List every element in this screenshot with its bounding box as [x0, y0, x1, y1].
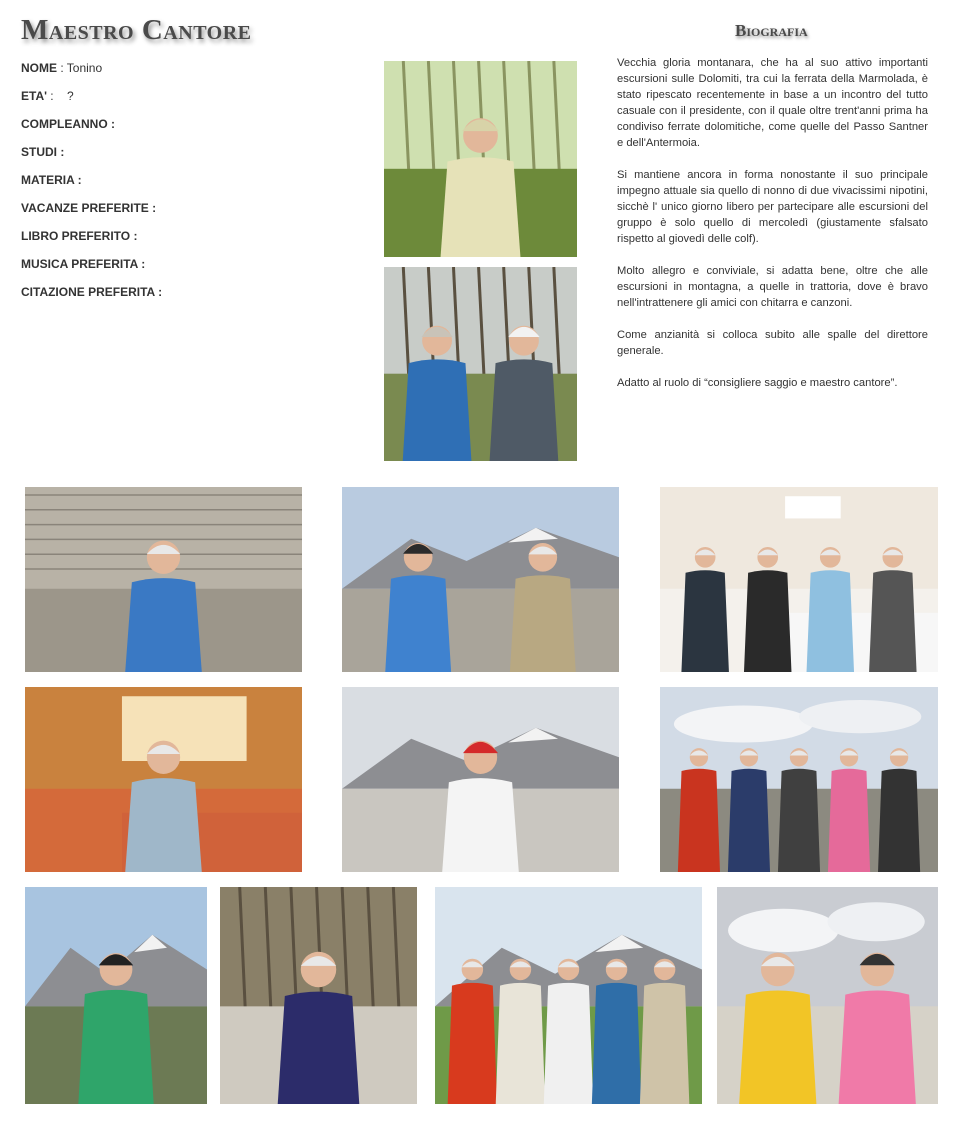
photo-group-railing [660, 687, 938, 872]
photo-meadow-group-image [435, 887, 702, 1104]
page-title: Maestro Cantore [21, 14, 252, 46]
profile-key: CITAZIONE PREFERITA [21, 285, 155, 299]
photo-restaurant-guitar [660, 487, 938, 672]
photo-portrait-woods [384, 61, 577, 257]
profile-row-compleanno: COMPLEANNO : [21, 117, 116, 131]
profile-row-vacanze: VACANZE PREFERITE : [21, 201, 157, 215]
photo-guitar-table [25, 687, 302, 872]
profile-key: MUSICA PREFERITA [21, 257, 138, 271]
photo-green-shirt-image [25, 887, 207, 1104]
photo-green-shirt [25, 887, 207, 1104]
profile-key: COMPLEANNO [21, 117, 108, 131]
photo-navy-sweater [220, 887, 417, 1104]
profile-key: ETA' [21, 89, 47, 103]
profile-row-materia: MATERIA : [21, 173, 82, 187]
profile-row-studi: STUDI : [21, 145, 65, 159]
profile-key: LIBRO PREFERITO [21, 229, 131, 243]
profile-row-libro: LIBRO PREFERITO : [21, 229, 138, 243]
photo-rest-on-rocks [717, 887, 938, 1104]
bio-paragraph: Vecchia gloria montanara, che ha al suo attivo importanti escursioni sulle Dolomiti, tra cui la ferrata della Marmolada, è stato ripescato recentemente in base a un incontro del tutto casuale con il presidente, con il quale oltre trent'anni prima ha condiviso ferrate dolomitiche, come quelle del Passo Santner e dell'Antermoia. [617, 57, 928, 149]
bio-paragraph: Adatto al ruolo di “consigliere saggio e maestro cantore”. [617, 377, 898, 389]
profile-value: Tonino [66, 61, 103, 75]
profile-key: NOME [21, 61, 57, 75]
profile-key: MATERIA [21, 173, 75, 187]
photo-two-hikers-image [384, 267, 577, 461]
profile-key: STUDI [21, 145, 57, 159]
profile-row-eta: ETA' : ? [21, 89, 74, 103]
photo-navy-sweater-image [220, 887, 417, 1104]
profile-row-musica: MUSICA PREFERITA : [21, 257, 146, 271]
profile-row-citazione: CITAZIONE PREFERITA : [21, 285, 163, 299]
photo-group-railing-image [660, 687, 938, 872]
photo-wall-blue-jacket-image [25, 487, 302, 672]
biography-text [617, 55, 928, 407]
profile-row-nome: NOME : Tonino [21, 61, 103, 75]
photo-restaurant-guitar-image [660, 487, 938, 672]
photo-summit-snack-image [342, 687, 619, 872]
profile-key: VACANZE PREFERITE [21, 201, 149, 215]
photo-portrait-woods-image [384, 61, 577, 257]
bio-paragraph: Come anzianità si colloca subito alle spalle del direttore generale. [617, 329, 928, 357]
photo-summit-cap [342, 487, 619, 672]
bio-paragraph: Molto allegro e conviviale, si adatta bene, oltre che alle escursioni in montagna, a quelle in trattoria, dove è bravo nell'intrattenere gli amici con chitarra e canzoni. [617, 265, 928, 309]
photo-two-hikers [384, 267, 577, 461]
biography-title: Biografia [735, 21, 808, 40]
photo-wall-blue-jacket [25, 487, 302, 672]
photo-guitar-table-image [25, 687, 302, 872]
bio-paragraph: Si mantiene ancora in forma nonostante il suo principale impegno attuale sia quello di nonno di due vivacissimi nipotini, sicchè l' unico giorno libero per partecipare alle escursioni del gruppo è solo quello di mercoledì (giustamente sfalsato rispetto al giovedì delle colf). [617, 169, 928, 245]
profile-value: ? [66, 89, 74, 103]
profile-list [21, 60, 351, 312]
photo-summit-snack [342, 687, 619, 872]
photo-meadow-group [435, 887, 702, 1104]
photo-summit-cap-image [342, 487, 619, 672]
photo-rest-on-rocks-image [717, 887, 938, 1104]
